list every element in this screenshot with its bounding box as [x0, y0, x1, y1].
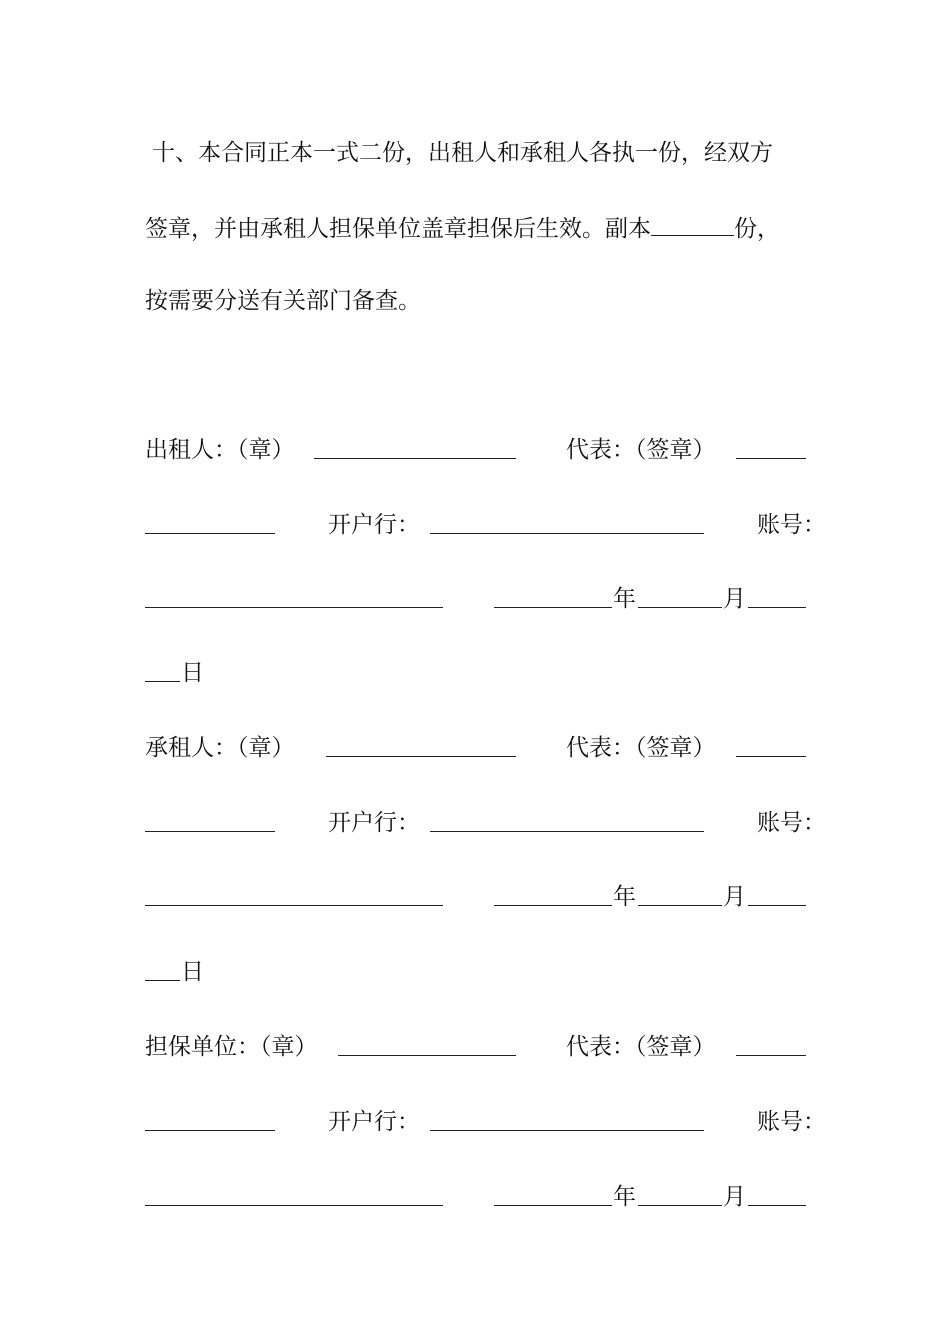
lessor-representative-blank[interactable]	[736, 432, 806, 459]
lessee-day-blank-cont[interactable]	[145, 954, 180, 981]
guarantor-month-blank[interactable]	[638, 1179, 722, 1206]
clause-line-2-suffix: 份，	[734, 216, 780, 242]
lessee-label: 承租人：（章）	[145, 735, 295, 761]
lessee-year-blank[interactable]	[494, 879, 612, 906]
lessor-bank-label: 开户行：	[328, 512, 420, 538]
copies-blank[interactable]	[651, 209, 734, 236]
lessor-year-blank[interactable]	[494, 581, 612, 608]
lessee-row-2	[0, 805, 950, 841]
lessor-representative-label: 代表：（签章）	[566, 437, 716, 463]
lessee-representative-blank[interactable]	[736, 730, 806, 757]
lessor-row-1	[0, 432, 950, 468]
clause-line-2-text: 签章，并由承租人担保单位盖章担保后生效。副本	[145, 216, 651, 242]
lessor-label: 出租人：（章）	[145, 437, 295, 463]
lessor-month-blank[interactable]	[638, 581, 722, 608]
lessee-row-4	[0, 954, 950, 990]
clause-line-3: 按需要分送有关部门备查。	[145, 288, 421, 314]
guarantor-seal-blank[interactable]	[338, 1029, 516, 1056]
guarantor-year-blank[interactable]	[494, 1179, 612, 1206]
lessee-day-blank[interactable]	[748, 879, 806, 906]
lessor-row-3	[0, 581, 950, 617]
clause-line-2	[145, 209, 780, 245]
lessor-month-label: 月	[723, 586, 746, 612]
guarantor-account-label: 账号：	[757, 1109, 826, 1135]
lessor-bank-blank[interactable]	[430, 507, 704, 534]
guarantor-representative-blank-cont[interactable]	[145, 1104, 275, 1131]
guarantor-row-2	[0, 1104, 950, 1140]
lessee-month-blank[interactable]	[638, 879, 722, 906]
lessor-account-blank[interactable]	[145, 581, 443, 608]
guarantor-representative-label: 代表：（签章）	[566, 1034, 716, 1060]
lessee-day-label: 日	[181, 959, 204, 985]
lessee-bank-blank[interactable]	[430, 805, 704, 832]
lessor-representative-blank-cont[interactable]	[145, 507, 275, 534]
guarantor-representative-blank[interactable]	[736, 1029, 806, 1056]
clause-line-1: 十、本合同正本一式二份，出租人和承租人各执一份，经双方	[152, 140, 773, 166]
lessee-representative-label: 代表：（签章）	[566, 735, 716, 761]
guarantor-label: 担保单位：（章）	[145, 1034, 318, 1060]
lessee-representative-blank-cont[interactable]	[145, 805, 275, 832]
guarantor-account-blank[interactable]	[145, 1179, 443, 1206]
lessor-day-label: 日	[181, 660, 204, 686]
lessee-month-label: 月	[723, 884, 746, 910]
lessee-account-blank[interactable]	[145, 879, 443, 906]
lessor-account-label: 账号：	[757, 512, 826, 538]
lessee-account-label: 账号：	[757, 810, 826, 836]
guarantor-day-blank[interactable]	[748, 1179, 806, 1206]
guarantor-year-label: 年	[613, 1184, 636, 1210]
guarantor-bank-blank[interactable]	[430, 1104, 704, 1131]
lessor-seal-blank[interactable]	[314, 432, 516, 459]
lessee-row-1	[0, 730, 950, 766]
guarantor-row-1	[0, 1029, 950, 1065]
guarantor-bank-label: 开户行：	[328, 1109, 420, 1135]
lessor-day-blank[interactable]	[748, 581, 806, 608]
lessor-row-4	[0, 655, 950, 691]
lessor-year-label: 年	[613, 586, 636, 612]
lessor-day-blank-cont[interactable]	[145, 655, 180, 682]
lessee-bank-label: 开户行：	[328, 810, 420, 836]
lessor-row-2	[0, 507, 950, 543]
lessee-year-label: 年	[613, 884, 636, 910]
lessee-seal-blank[interactable]	[326, 730, 516, 757]
guarantor-month-label: 月	[723, 1184, 746, 1210]
lessee-row-3	[0, 879, 950, 915]
guarantor-row-3	[0, 1179, 950, 1215]
